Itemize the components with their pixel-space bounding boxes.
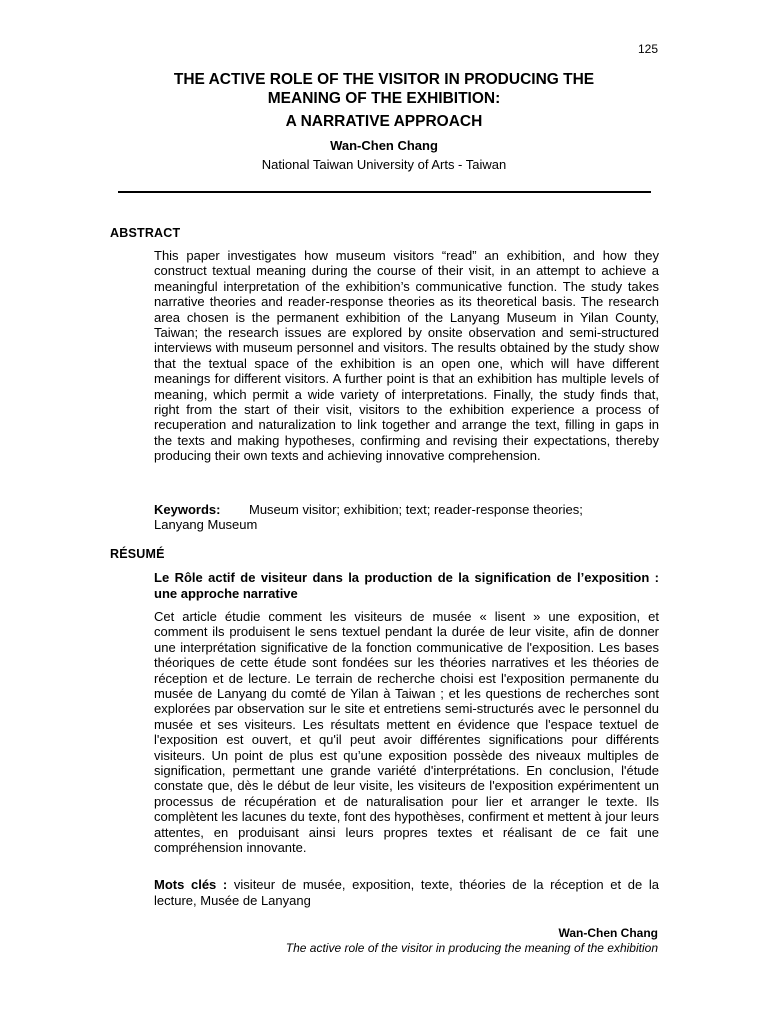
resume-body: Cet article étudie comment les visiteurs de musée « lisent » une exposition, et comment ils produisent le sens textuel pendant la durée de leur visite, afin de donner une interprétation significative de la fonction communicative de l'exposition. Les bases théoriques de cette étude sont fondées sur les théories narratives et les théories de réception et de lecture. Le terrain de recherche choisi est l'exposition permanente du musée de Lanyang du comté de Yilan à Taiwan ; et les questions de recherches sont explorées par observation sur le site et entretiens semi-structurés avec le personnel du musée et ses visiteurs. Les résultats mettent en évidence que l'espace textuel de l'exposition est ouvert, et qu'il peut avoir différentes significations pour différents visiteurs. Un point de plus est qu’une exposition possède des niveaux multiples de signification, permettant une grande variété d'interprétations. En conclusion, l'étude constate que, dès le début de leur visite, les visiteurs de l'exposition expérimentent un processus de récupération et de naturalisation pour lier et arranger le texte. Ils complètent les lacunes du texte, font des hypothèses, confirment et mettent à jour leurs attentes, en produisant ainsi leurs propres textes et réalisant de ce fait une compréhension innovante.	[154, 609, 659, 856]
title-block	[110, 70, 658, 173]
keywords	[154, 502, 659, 533]
footer-title: The active role of the visitor in producing the meaning of the exhibition	[285, 941, 658, 955]
keywords-label: Keywords:	[154, 502, 221, 517]
abstract-body: This paper investigates how museum visitors “read” an exhibition, and how they construct textual meaning during the course of their visit, in an attempt to achieve a meaningful interpretation of the exhibition’s communicative function. The study takes narrative theories and reader-response theories as its theoretical basis. The research area chosen is the permanent exhibition of the Lanyang Museum in Yilan County, Taiwan; the research issues are explored by onsite observation and semi-structured interviews with museum personnel and visitors. The results obtained by the study show that the textual space of the exhibition is an open one, which will have different meanings for different visitors. A further point is that an exhibition has multiple levels of meaning, which permit a wide variety of interpretations. Finally, the study finds that, right from the start of their visit, visitors to the exhibition experience a process of recuperation and naturalization to link together and arrange the text, filling in gaps in the texts and making hypotheses, confirming and revising their expectations, thereby producing their own texts and achieving innovative comprehension.	[154, 248, 659, 464]
mots-cles-label: Mots clés :	[154, 877, 228, 892]
title-line-2: MEANING OF THE EXHIBITION:	[267, 90, 501, 107]
separator-rule	[118, 191, 651, 193]
title-line-3: A NARRATIVE APPROACH	[285, 113, 483, 130]
author-affiliation: National Taiwan University of Arts - Taiwan	[261, 157, 507, 172]
keywords-line-1: Museum visitor; exhibition; text; reader-response theories;	[249, 502, 583, 517]
mots-cles	[154, 877, 659, 909]
footer-author: Wan-Chen Chang	[558, 926, 658, 940]
page-number: 125	[637, 42, 658, 56]
abstract-heading: ABSTRACT	[110, 226, 181, 240]
title-line-1: THE ACTIVE ROLE OF THE VISITOR IN PRODUCING THE	[173, 71, 595, 88]
author-name: Wan-Chen Chang	[330, 138, 438, 153]
resume-title: Le Rôle actif de visiteur dans la production de la signification de l’exposition : une approche narrative	[154, 570, 659, 601]
mots-cles-text: visiteur de musée, exposition, texte, théories de la réception et de la lecture, Musée de Lanyang	[154, 877, 659, 908]
keywords-line-2: Lanyang Museum	[154, 517, 258, 533]
resume-heading: RÉSUMÉ	[110, 547, 165, 561]
